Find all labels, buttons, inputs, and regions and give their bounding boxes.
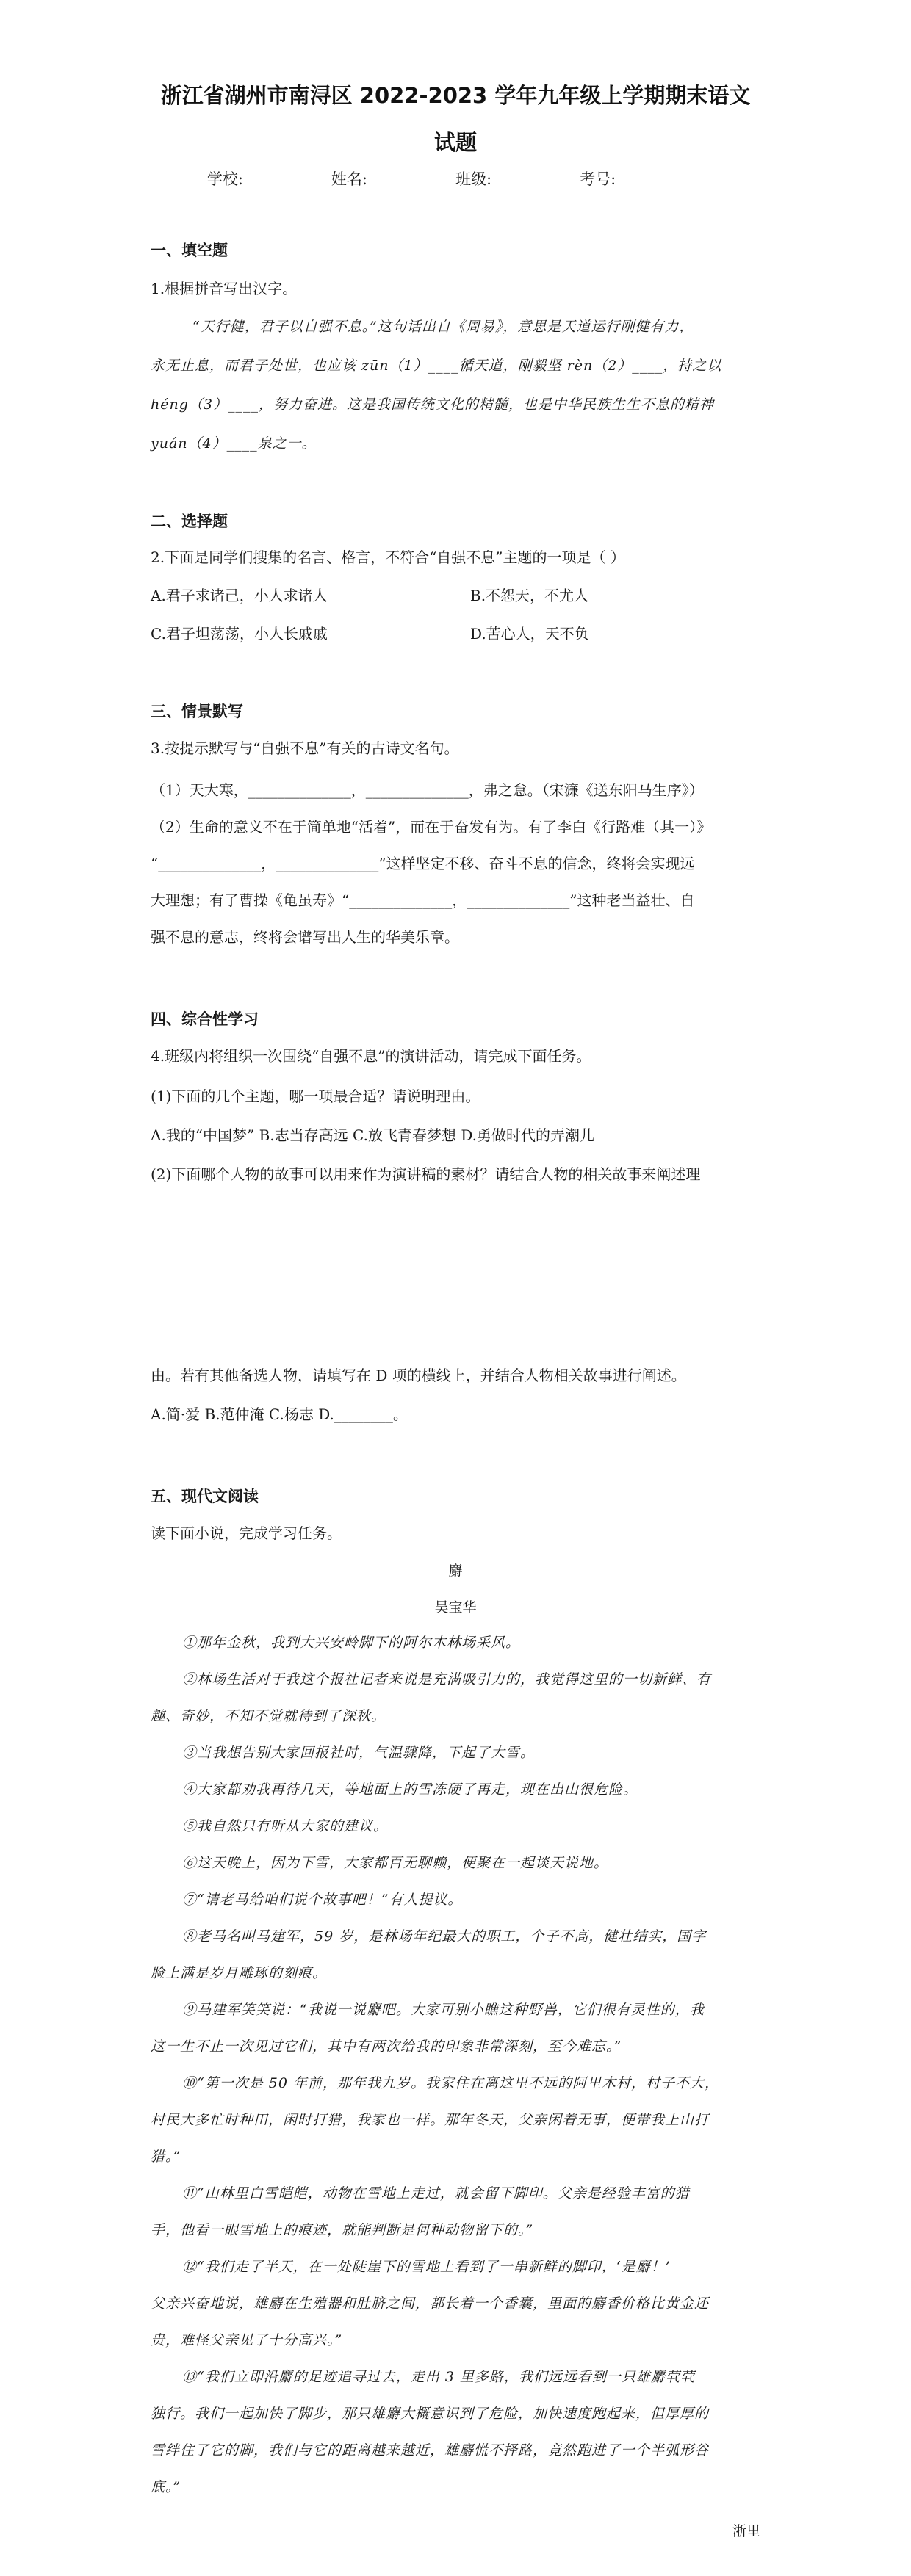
story-paragraph: 雪绊住了它的脚，我们与它的距离越来越近，雄麝慌不择路，竟然跑进了一个半弧形谷	[151, 2442, 710, 2459]
q3-line: （1）天大寒，______________，______________，弗之怠。（宋濂《送东阳马生序》）	[151, 781, 704, 799]
question-stem: 4.班级内将组织一次围绕“自强不息”的演讲活动，请完成下面任务。	[151, 1047, 591, 1065]
q1-line: héng（3）____，努力奋进。这是我国传统文化的精髓，也是中华民族生生不息的精神	[151, 397, 714, 413]
section-heading: 二、选择题	[151, 513, 228, 530]
story-paragraph: ④大家都劝我再待几天，等地面上的雪冻硬了再走，现在出山很危险。	[182, 1781, 638, 1798]
q3-line: 大理想；有了曹操《龟虽寿》“______________，______________”这种老当益壮、自	[151, 891, 695, 909]
story-paragraph: ⑬“我们立即沿麝的足迹追寻过去，走出 3 里多路，我们远远看到一只雄麝茕茕	[182, 2369, 695, 2385]
story-paragraph: ③当我想告别大家回报社时，气温骤降，下起了大雪。	[182, 1745, 536, 1761]
story-paragraph: ⑫“我们走了半天，在一处陡崖下的雪地上看到了一串新鲜的脚印，‘是麝！’	[182, 2259, 671, 2275]
story-paragraph: 独行。我们一起加快了脚步，那只雄麝大概意识到了危险，加快速度跑起来，但厚厚的	[151, 2406, 710, 2422]
q3-line: （2）生命的意义不在于简单地“活着”，而在于奋发有为。有了李白《行路难（其一）》	[151, 818, 712, 836]
story-paragraph: 趣、奇妙，不知不觉就待到了深秋。	[151, 1708, 386, 1724]
story-paragraph: ⑩“第一次是 50 年前，那年我九岁。我家住在离这里不远的阿里木村，村子不大，	[182, 2075, 719, 2091]
story-title: 麝	[448, 1563, 463, 1579]
class-blank[interactable]	[491, 170, 580, 184]
id-label: 考号:	[580, 170, 616, 188]
story-paragraph: ⑪“山林里白雪皑皑，动物在雪地上走过，就会留下脚印。父亲是经验丰富的猎	[182, 2185, 690, 2201]
story-paragraph: ⑥这天晚上，因为下雪，大家都百无聊赖，便聚在一起谈天说地。	[182, 1855, 609, 1871]
story-paragraph: 底。”	[151, 2479, 181, 2495]
q4-sub2-cont: 由。若有其他备选人物，请填写在 D 项的横线上，并结合人物相关故事进行阐述。	[151, 1367, 686, 1384]
story-paragraph: ⑨马建军笑笑说：“我说一说麝吧。大家可别小瞧这种野兽，它们很有灵性的，我	[182, 2002, 705, 2018]
name-blank[interactable]	[367, 170, 455, 184]
story-paragraph: 父亲兴奋地说，雄麝在生殖器和肚脐之间，都长着一个香囊，里面的麝香价格比黄金还	[151, 2295, 710, 2312]
q4-sub2-options: A.简·爱 B.范仲淹 C.杨志 D.________。	[151, 1405, 408, 1423]
name-label: 姓名:	[331, 170, 367, 188]
story-paragraph: 贵，难怪父亲见了十分高兴。”	[151, 2332, 343, 2348]
question-stem: 3.按提示默写与“自强不息”有关的古诗文名句。	[151, 739, 459, 757]
story-paragraph: 村民大多忙时种田，闲时打猎，我家也一样。那年冬天，父亲闲着无事，便带我上山打	[151, 2112, 710, 2128]
q1-line: yuán（4）____泉之一。	[151, 435, 317, 452]
exam-title-cont: 试题	[433, 130, 477, 155]
option-a[interactable]: A.君子求诸己，小人求诸人	[151, 587, 328, 604]
student-info-row	[0, 167, 911, 189]
section-heading: 一、填空题	[151, 242, 228, 259]
q5-intro: 读下面小说，完成学习任务。	[151, 1524, 342, 1542]
page-footer: 浙里	[732, 2523, 760, 2539]
class-label: 班级:	[455, 170, 492, 188]
story-paragraph: 猎。”	[151, 2149, 181, 2165]
section-heading: 三、情景默写	[151, 703, 243, 720]
option-d[interactable]: D.苦心人，天不负	[470, 625, 589, 643]
story-paragraph: 手，他看一眼雪地上的痕迹，就能判断是何种动物留下的。”	[151, 2222, 534, 2238]
section-heading: 四、综合性学习	[151, 1010, 259, 1028]
option-b[interactable]: B.不怨天，不尤人	[470, 587, 589, 604]
story-paragraph: 这一生不止一次见过它们，其中有两次给我的印象非常深刻，至今难忘。”	[151, 2038, 622, 2055]
question-stem: 1.根据拼音写出汉字。	[151, 280, 298, 297]
question-stem: 2.下面是同学们搜集的名言、格言，不符合“自强不息”主题的一项是（ ）	[151, 549, 625, 566]
story-paragraph: 脸上满是岁月雕琢的刻痕。	[151, 1965, 328, 1981]
q3-line: “______________，______________”这样坚定不移、奋斗不息的信念，终将会实现远	[151, 855, 695, 872]
school-blank[interactable]	[243, 170, 331, 184]
story-paragraph: ①那年金秋，我到大兴安岭脚下的阿尔木林场采风。	[182, 1635, 521, 1651]
q1-line: 永无止息，而君子处世，也应该 zūn（1）____循天道，刚毅坚 rèn（2）____，持之以	[151, 358, 722, 374]
q1-line: “天行健，君子以自强不息。”这句话出自《周易》，意思是天道运行刚健有力，	[192, 319, 694, 335]
story-paragraph: ⑧老马名叫马建军，59 岁，是林场年纪最大的职工，个子不高，健壮结实，国字	[182, 1928, 707, 1944]
school-label: 学校:	[206, 170, 243, 188]
story-author: 吴宝华	[434, 1599, 477, 1616]
id-blank[interactable]	[616, 170, 704, 184]
q4-sub1: (1)下面的几个主题，哪一项最合适？请说明理由。	[151, 1088, 480, 1105]
story-paragraph: ⑤我自然只有听从大家的建议。	[182, 1818, 389, 1834]
option-c[interactable]: C.君子坦荡荡，小人长戚戚	[151, 625, 328, 643]
q4-sub2: (2)下面哪个人物的故事可以用来作为演讲稿的素材？请结合人物的相关故事来阐述理	[151, 1165, 701, 1183]
q4-sub1-options: A.我的“中国梦” B.志当存高远 C.放飞青春梦想 D.勇做时代的弄潮儿	[151, 1126, 595, 1144]
q3-line: 强不息的意志，终将会谱写出人生的华美乐章。	[151, 928, 459, 946]
story-paragraph: ⑦“请老马给咱们说个故事吧！”有人提议。	[182, 1892, 463, 1908]
exam-title: 浙江省湖州市南浔区 2022-2023 学年九年级上学期期末语文	[160, 83, 751, 108]
section-heading: 五、现代文阅读	[151, 1488, 259, 1505]
story-paragraph: ②林场生活对于我这个报社记者来说是充满吸引力的，我觉得这里的一切新鲜、有	[182, 1671, 712, 1687]
